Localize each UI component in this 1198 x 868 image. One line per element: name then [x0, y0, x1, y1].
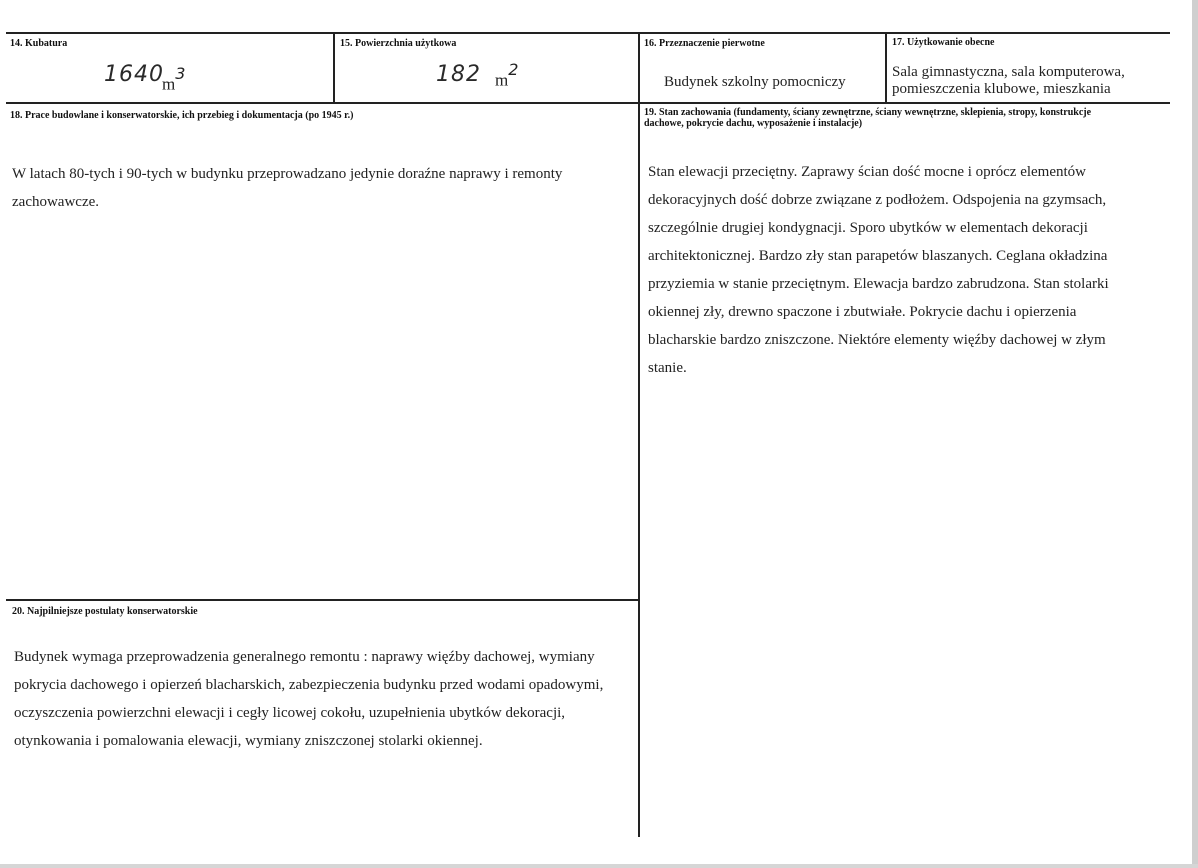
field19-label-line2: dachowe, pokrycie dachu, wyposażenie i instalacje)	[644, 118, 863, 129]
field14-handwritten-value: 1640	[104, 62, 164, 87]
field18-label: 18. Prace budowlane i konserwatorskie, ich przebieg i dokumentacja (po 1945 r.)	[10, 110, 354, 121]
col-divider-14-15	[333, 32, 335, 104]
field20-label: 20. Najpilniejsze postulaty konserwatorskie	[12, 606, 198, 617]
field17-value-line1: Sala gimnastyczna, sala komputerowa,	[892, 64, 1125, 80]
field14-label: 14. Kubatura	[10, 38, 68, 49]
field16-value: Budynek szkolny pomocniczy	[664, 74, 846, 90]
field15-unit-text: m	[495, 70, 509, 90]
field20-divider	[6, 599, 640, 601]
field14-unit	[162, 64, 186, 95]
field15-label: 15. Powierzchnia użytkowa	[340, 38, 457, 49]
col-divider-main	[638, 32, 640, 837]
field15-handwritten-value: 182	[436, 62, 481, 87]
field19-text: Stan elewacji przeciętny. Zaprawy ścian dość mocne i oprócz elementów dekoracyjnych dość dobrze związane z podłożem. Odspojenia na gzymsach, szczególnie drugiej kondygnacji. Sporo ubytków w elementach dekoracji architektonicznej. Bardzo zły stan parapetów blaszanych. Ceglana okładzina przyziemia w stanie przeciętnym. Elewacja bardzo zabrudzona. Stan stolarki okiennej zły, drewno spaczone i zbutwiałe. Pokrycie dachu i opierzenia blacharskie bardzo zniszczone. Niektóre elementy więźby dachowej w złym stanie.	[648, 164, 1109, 376]
col-divider-16-17	[885, 32, 887, 104]
field19-label-line1: 19. Stan zachowania (fundamenty, ściany zewnętrzne, ściany wewnętrzne, sklepienia, stropy, konstrukcje	[644, 107, 1092, 118]
top-border	[6, 32, 1170, 34]
row1-divider	[6, 102, 1170, 104]
field14-unit-text: m	[162, 74, 176, 94]
field17-label: 17. Użytkowanie obecne	[892, 37, 995, 48]
page-edge-bottom	[0, 864, 1198, 868]
field15-unit-exponent: 2	[508, 60, 519, 79]
field15-unit	[495, 60, 519, 91]
field17-value-line2: pomieszczenia klubowe, mieszkania	[892, 81, 1111, 97]
field14-unit-exponent: 3	[175, 64, 186, 83]
page-edge	[1192, 0, 1198, 868]
field18-text: W latach 80-tych i 90-tych w budynku przeprowadzano jedynie doraźne naprawy i remonty zachowawcze.	[12, 166, 563, 210]
field16-label: 16. Przeznaczenie pierwotne	[644, 38, 765, 49]
field20-text: Budynek wymaga przeprowadzenia generalnego remontu : naprawy więźby dachowej, wymiany pokrycia dachowego i opierzeń blacharskich, zabezpieczenia budynku przed wodami opadowymi, oczyszczenia powierzchni elewacji i cegły licowej cokołu, uzupełnienia ubytków dekoracji, otynkowania i pomalowania elewacji, wymiany zniszczonej stolarki okiennej.	[14, 649, 604, 749]
